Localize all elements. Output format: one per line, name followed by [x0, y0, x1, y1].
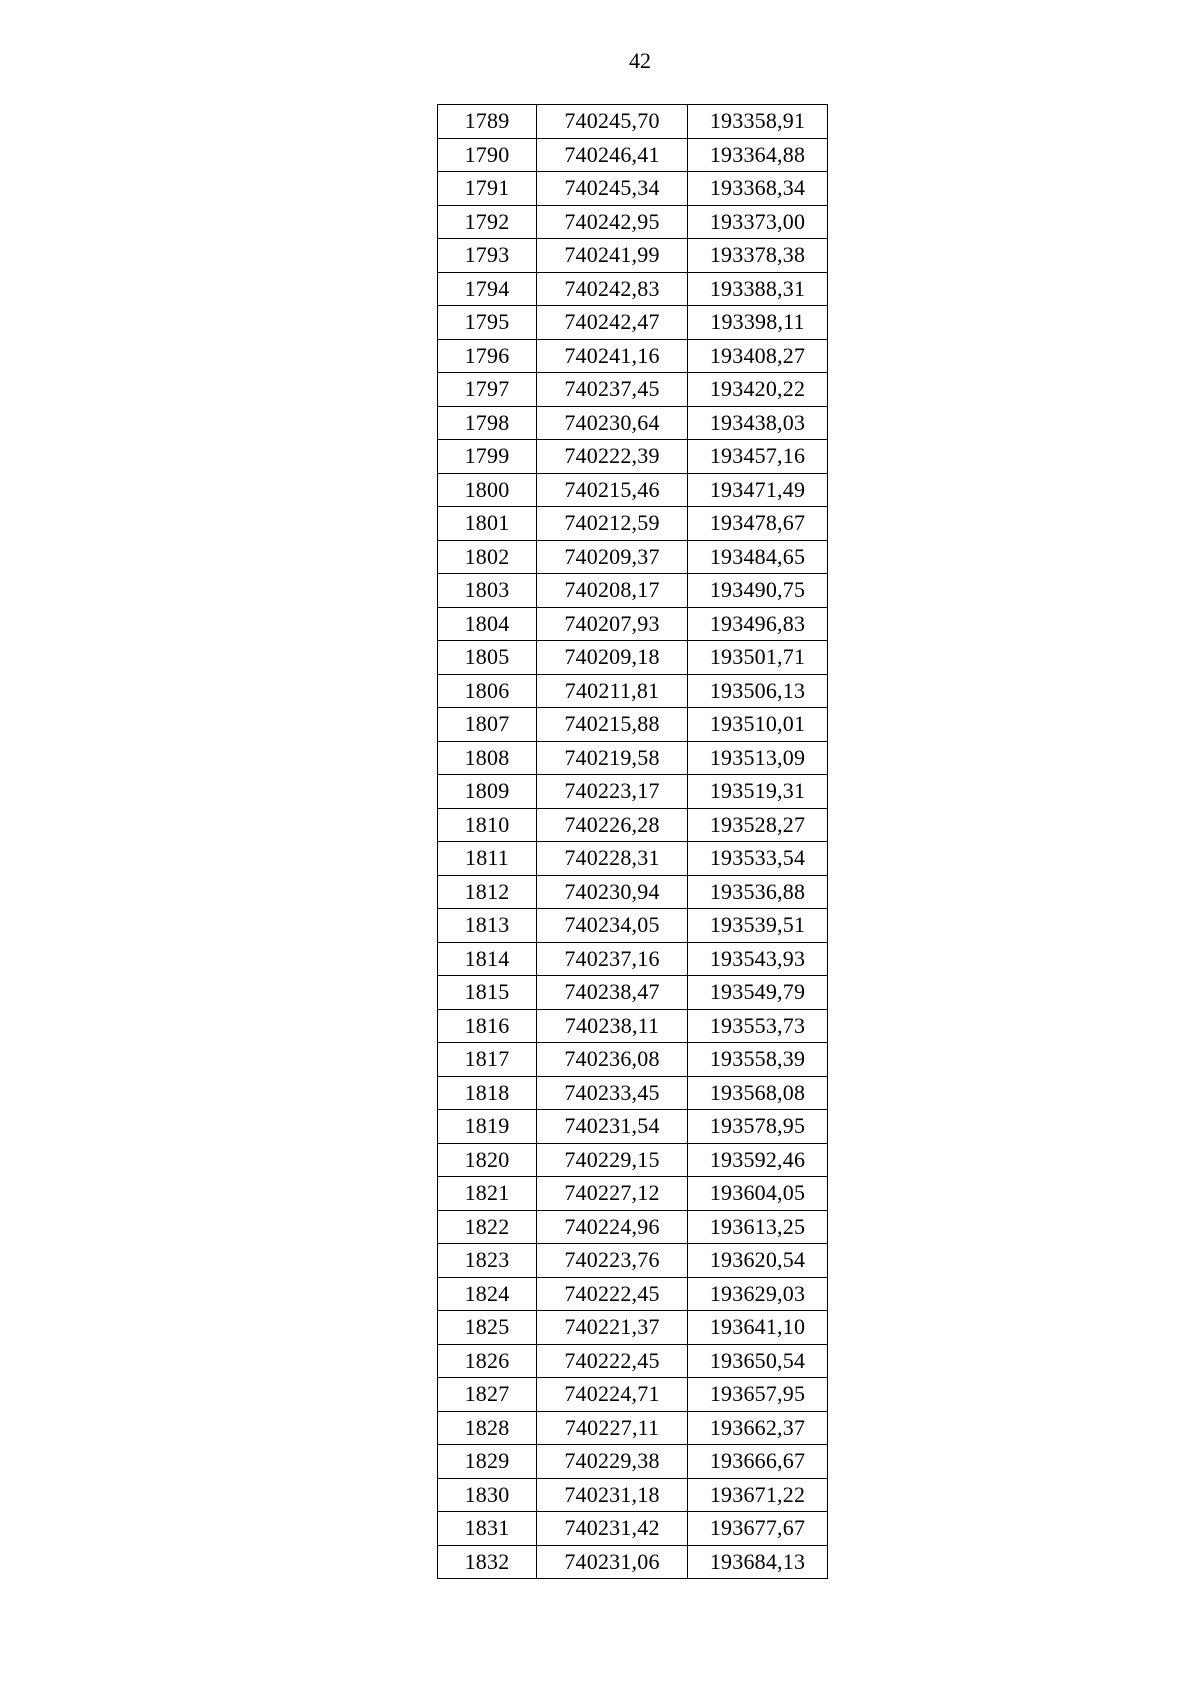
- x-coordinate-cell: 740208,17: [537, 574, 688, 608]
- point-number-cell: 1805: [438, 641, 537, 675]
- table-row: [438, 339, 828, 373]
- y-coordinate-cell: 193641,10: [688, 1311, 828, 1345]
- point-number-cell: 1832: [438, 1545, 537, 1579]
- y-coordinate-cell: 193510,01: [688, 708, 828, 742]
- table-row: [438, 239, 828, 273]
- x-coordinate-cell: 740234,05: [537, 909, 688, 943]
- point-number-cell: 1814: [438, 942, 537, 976]
- point-number-cell: 1795: [438, 306, 537, 340]
- table-row: [438, 1411, 828, 1445]
- point-number-cell: 1806: [438, 674, 537, 708]
- point-number-cell: 1821: [438, 1177, 537, 1211]
- point-number-cell: 1815: [438, 976, 537, 1010]
- x-coordinate-cell: 740227,11: [537, 1411, 688, 1445]
- y-coordinate-cell: 193553,73: [688, 1009, 828, 1043]
- table-row: [438, 1076, 828, 1110]
- table-row: [438, 1143, 828, 1177]
- x-coordinate-cell: 740229,15: [537, 1143, 688, 1177]
- coordinates-table-body: [438, 105, 828, 1579]
- y-coordinate-cell: 193373,00: [688, 205, 828, 239]
- point-number-cell: 1798: [438, 406, 537, 440]
- y-coordinate-cell: 193568,08: [688, 1076, 828, 1110]
- y-coordinate-cell: 193543,93: [688, 942, 828, 976]
- table-row: [438, 842, 828, 876]
- point-number-cell: 1791: [438, 172, 537, 206]
- point-number-cell: 1812: [438, 875, 537, 909]
- x-coordinate-cell: 740242,95: [537, 205, 688, 239]
- y-coordinate-cell: 193650,54: [688, 1344, 828, 1378]
- x-coordinate-cell: 740241,16: [537, 339, 688, 373]
- y-coordinate-cell: 193528,27: [688, 808, 828, 842]
- point-number-cell: 1827: [438, 1378, 537, 1412]
- y-coordinate-cell: 193558,39: [688, 1043, 828, 1077]
- x-coordinate-cell: 740228,31: [537, 842, 688, 876]
- point-number-cell: 1807: [438, 708, 537, 742]
- y-coordinate-cell: 193513,09: [688, 741, 828, 775]
- y-coordinate-cell: 193388,31: [688, 272, 828, 306]
- y-coordinate-cell: 193478,67: [688, 507, 828, 541]
- point-number-cell: 1820: [438, 1143, 537, 1177]
- table-row: [438, 708, 828, 742]
- y-coordinate-cell: 193604,05: [688, 1177, 828, 1211]
- y-coordinate-cell: 193457,16: [688, 440, 828, 474]
- y-coordinate-cell: 193484,65: [688, 540, 828, 574]
- point-number-cell: 1802: [438, 540, 537, 574]
- x-coordinate-cell: 740233,45: [537, 1076, 688, 1110]
- x-coordinate-cell: 740222,45: [537, 1277, 688, 1311]
- x-coordinate-cell: 740222,45: [537, 1344, 688, 1378]
- x-coordinate-cell: 740230,94: [537, 875, 688, 909]
- x-coordinate-cell: 740238,47: [537, 976, 688, 1010]
- x-coordinate-cell: 740223,76: [537, 1244, 688, 1278]
- table-row: [438, 440, 828, 474]
- y-coordinate-cell: 193471,49: [688, 473, 828, 507]
- table-row: [438, 775, 828, 809]
- table-row: [438, 540, 828, 574]
- table-row: [438, 272, 828, 306]
- table-row: [438, 1478, 828, 1512]
- y-coordinate-cell: 193358,91: [688, 105, 828, 139]
- y-coordinate-cell: 193368,34: [688, 172, 828, 206]
- point-number-cell: 1828: [438, 1411, 537, 1445]
- table-row: [438, 942, 828, 976]
- page-number: 42: [629, 48, 651, 73]
- y-coordinate-cell: 193490,75: [688, 574, 828, 608]
- x-coordinate-cell: 740219,58: [537, 741, 688, 775]
- y-coordinate-cell: 193684,13: [688, 1545, 828, 1579]
- table-row: [438, 741, 828, 775]
- point-number-cell: 1817: [438, 1043, 537, 1077]
- y-coordinate-cell: 193378,38: [688, 239, 828, 273]
- table-row: [438, 641, 828, 675]
- point-number-cell: 1801: [438, 507, 537, 541]
- x-coordinate-cell: 740223,17: [537, 775, 688, 809]
- table-row: [438, 306, 828, 340]
- table-row: [438, 976, 828, 1010]
- table-row: [438, 172, 828, 206]
- y-coordinate-cell: 193629,03: [688, 1277, 828, 1311]
- table-row: [438, 1378, 828, 1412]
- point-number-cell: 1799: [438, 440, 537, 474]
- y-coordinate-cell: 193536,88: [688, 875, 828, 909]
- y-coordinate-cell: 193592,46: [688, 1143, 828, 1177]
- point-number-cell: 1808: [438, 741, 537, 775]
- table-row: [438, 373, 828, 407]
- y-coordinate-cell: 193519,31: [688, 775, 828, 809]
- point-number-cell: 1829: [438, 1445, 537, 1479]
- table-row: [438, 1210, 828, 1244]
- point-number-cell: 1830: [438, 1478, 537, 1512]
- x-coordinate-cell: 740245,34: [537, 172, 688, 206]
- table-row: [438, 1344, 828, 1378]
- point-number-cell: 1809: [438, 775, 537, 809]
- point-number-cell: 1816: [438, 1009, 537, 1043]
- point-number-cell: 1793: [438, 239, 537, 273]
- table-row: [438, 1512, 828, 1546]
- y-coordinate-cell: 193666,67: [688, 1445, 828, 1479]
- table-row: [438, 1277, 828, 1311]
- x-coordinate-cell: 740222,39: [537, 440, 688, 474]
- table-row: [438, 607, 828, 641]
- x-coordinate-cell: 740231,18: [537, 1478, 688, 1512]
- y-coordinate-cell: 193539,51: [688, 909, 828, 943]
- table-row: [438, 1244, 828, 1278]
- x-coordinate-cell: 740221,37: [537, 1311, 688, 1345]
- y-coordinate-cell: 193657,95: [688, 1378, 828, 1412]
- table-row: [438, 1009, 828, 1043]
- x-coordinate-cell: 740241,99: [537, 239, 688, 273]
- x-coordinate-cell: 740224,71: [537, 1378, 688, 1412]
- point-number-cell: 1811: [438, 842, 537, 876]
- y-coordinate-cell: 193620,54: [688, 1244, 828, 1278]
- table-row: [438, 1043, 828, 1077]
- table-row: [438, 674, 828, 708]
- point-number-cell: 1794: [438, 272, 537, 306]
- x-coordinate-cell: 740236,08: [537, 1043, 688, 1077]
- point-number-cell: 1792: [438, 205, 537, 239]
- y-coordinate-cell: 193662,37: [688, 1411, 828, 1445]
- point-number-cell: 1803: [438, 574, 537, 608]
- x-coordinate-cell: 740245,70: [537, 105, 688, 139]
- x-coordinate-cell: 740237,16: [537, 942, 688, 976]
- point-number-cell: 1822: [438, 1210, 537, 1244]
- table-row: [438, 574, 828, 608]
- y-coordinate-cell: 193398,11: [688, 306, 828, 340]
- y-coordinate-cell: 193496,83: [688, 607, 828, 641]
- table-row: [438, 1445, 828, 1479]
- y-coordinate-cell: 193506,13: [688, 674, 828, 708]
- point-number-cell: 1818: [438, 1076, 537, 1110]
- x-coordinate-cell: 740231,42: [537, 1512, 688, 1546]
- table-row: [438, 205, 828, 239]
- x-coordinate-cell: 740227,12: [537, 1177, 688, 1211]
- x-coordinate-cell: 740246,41: [537, 138, 688, 172]
- table-row: [438, 138, 828, 172]
- x-coordinate-cell: 740237,45: [537, 373, 688, 407]
- point-number-cell: 1800: [438, 473, 537, 507]
- table-row: [438, 473, 828, 507]
- y-coordinate-cell: 193364,88: [688, 138, 828, 172]
- table-row: [438, 808, 828, 842]
- y-coordinate-cell: 193501,71: [688, 641, 828, 675]
- point-number-cell: 1790: [438, 138, 537, 172]
- x-coordinate-cell: 740231,06: [537, 1545, 688, 1579]
- point-number-cell: 1797: [438, 373, 537, 407]
- table-row: [438, 909, 828, 943]
- y-coordinate-cell: 193677,67: [688, 1512, 828, 1546]
- x-coordinate-cell: 740209,18: [537, 641, 688, 675]
- point-number-cell: 1789: [438, 105, 537, 139]
- point-number-cell: 1825: [438, 1311, 537, 1345]
- point-number-cell: 1831: [438, 1512, 537, 1546]
- x-coordinate-cell: 740211,81: [537, 674, 688, 708]
- x-coordinate-cell: 740231,54: [537, 1110, 688, 1144]
- x-coordinate-cell: 740226,28: [537, 808, 688, 842]
- point-number-cell: 1810: [438, 808, 537, 842]
- table-row: [438, 1545, 828, 1579]
- point-number-cell: 1823: [438, 1244, 537, 1278]
- x-coordinate-cell: 740242,47: [537, 306, 688, 340]
- x-coordinate-cell: 740224,96: [537, 1210, 688, 1244]
- point-number-cell: 1819: [438, 1110, 537, 1144]
- table-row: [438, 507, 828, 541]
- y-coordinate-cell: 193533,54: [688, 842, 828, 876]
- table-row: [438, 1311, 828, 1345]
- y-coordinate-cell: 193420,22: [688, 373, 828, 407]
- y-coordinate-cell: 193438,03: [688, 406, 828, 440]
- table-row: [438, 1177, 828, 1211]
- x-coordinate-cell: 740229,38: [537, 1445, 688, 1479]
- y-coordinate-cell: 193671,22: [688, 1478, 828, 1512]
- y-coordinate-cell: 193549,79: [688, 976, 828, 1010]
- point-number-cell: 1804: [438, 607, 537, 641]
- x-coordinate-cell: 740215,88: [537, 708, 688, 742]
- y-coordinate-cell: 193613,25: [688, 1210, 828, 1244]
- x-coordinate-cell: 740230,64: [537, 406, 688, 440]
- point-number-cell: 1826: [438, 1344, 537, 1378]
- point-number-cell: 1813: [438, 909, 537, 943]
- table-row: [438, 105, 828, 139]
- point-number-cell: 1824: [438, 1277, 537, 1311]
- x-coordinate-cell: 740242,83: [537, 272, 688, 306]
- x-coordinate-cell: 740207,93: [537, 607, 688, 641]
- x-coordinate-cell: 740212,59: [537, 507, 688, 541]
- x-coordinate-cell: 740238,11: [537, 1009, 688, 1043]
- table-row: [438, 406, 828, 440]
- point-number-cell: 1796: [438, 339, 537, 373]
- x-coordinate-cell: 740215,46: [537, 473, 688, 507]
- coordinates-table: [437, 104, 828, 1579]
- table-row: [438, 1110, 828, 1144]
- x-coordinate-cell: 740209,37: [537, 540, 688, 574]
- y-coordinate-cell: 193578,95: [688, 1110, 828, 1144]
- table-row: [438, 875, 828, 909]
- y-coordinate-cell: 193408,27: [688, 339, 828, 373]
